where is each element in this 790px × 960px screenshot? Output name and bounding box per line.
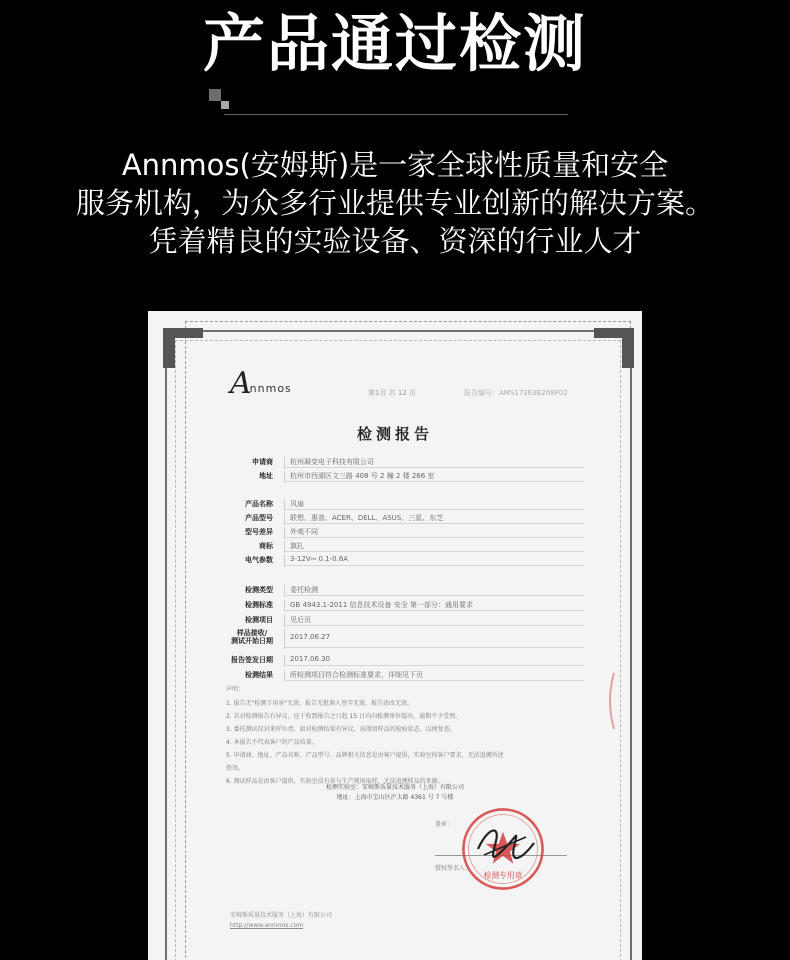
field-row [148,471,642,483]
signature-label: 授权签名人： [435,865,472,872]
field-value: 风扇 [290,500,304,508]
field-row [148,655,642,667]
field-label: 检测项目 [245,616,273,624]
title-decor-square-small [221,101,229,109]
page-info: 第1页 共 12 页 [368,389,417,397]
annmos-logo [230,366,292,401]
note-item: 5. 申请商、地址、产品名称、产品型号、品牌相关信息是由客户提供，实验室按客户要求，无法追溯所述 [226,752,504,759]
field-row [148,513,642,525]
note-item: 2. 若对检测报告有异议，应于收到报告之日起 15 日内向检测单位提出，逾期不予受理。 [226,713,462,720]
lab-line: 地址：上海市宝山区沪太路 4361 号 7 号楼 [336,794,454,801]
note-item: 资讯。 [226,765,245,772]
field-value: 所检测项目符合检测标准要求，详细见下页 [290,671,423,679]
note-item: 6. 测试样品是由客户提供，实验室没有参与生产现场取样，无法追溯样品的来源。 [226,778,444,785]
report-footer [230,911,332,931]
field-value: 联想、惠普、ACER、DELL、ASUS、三星、东芝 [290,514,444,522]
field-row [148,615,642,627]
field-value: 2017.06.30 [290,655,331,663]
seal-text: 检测专用章 [483,871,523,881]
intro-line: 凭着精良的实验设备、资深的行业人才 [148,224,642,258]
note-item: 4. 本报告不代表客户的产品质量。 [226,739,318,746]
field-row [148,541,642,553]
field-value: 委托检测 [290,586,318,594]
title-decor-square [209,89,221,101]
intro-text [0,146,790,260]
field-value: 旗扎 [290,542,304,550]
footer-url[interactable]: http://www.annmos.com [230,922,304,929]
signature-icon [470,819,540,869]
field-label: 产品名称 [245,500,273,508]
lab-line: 检测实验室：安姆斯质量技术服务（上海）有限公司 [325,784,464,791]
field-value: 见后页 [290,616,311,624]
field-label: 商标 [259,542,273,550]
field-value: 2017.06.27 [290,633,331,641]
report-notes [226,697,526,788]
intro-line: Annmos(安姆斯)是一家全球性质量和安全 [121,148,669,182]
intro-line: 服务机构，为众多行业提供专业创新的解决方案。 [75,186,714,220]
note-item: 3. 委托测试仅对来样负责，如对检测结果有异议，该保留样品的检验状态，以便复查。 [226,726,456,733]
field-label: 检测标准 [245,601,273,609]
field-label: 申请商 [252,458,273,466]
page-title: 产品通过检测 [202,7,587,80]
notes-heading: 声明： [226,686,245,693]
field-label: 检测结果 [245,671,273,679]
field-value: 杭州凝变电子科技有限公司 [290,458,374,466]
corner-ornament [163,328,203,338]
field-label: 样品接收/ 测试开始日期 [231,629,273,645]
field-row [148,670,642,682]
logo-text: nnmos [249,382,292,395]
field-label: 产品型号 [245,514,273,522]
seal-label: 盖章： [435,821,454,828]
test-report-certificate [148,311,642,960]
side-stamp-icon [604,671,616,731]
field-label: 电气参数 [245,556,273,564]
field-row [148,527,642,539]
field-row [148,600,642,612]
title-divider [224,114,568,115]
field-value: 杭州市西湖区文三路 408 号 2 幢 2 楼 266 室 [290,472,435,480]
field-label: 地址 [259,472,273,480]
footer-company: 安姆斯质量技术服务（上海）有限公司 [230,912,333,919]
field-row [148,499,642,511]
field-row [148,629,642,649]
field-row [148,457,642,469]
field-label: 报告签发日期 [231,656,273,664]
note-item: 1. 报告无"检测专用章"无效，报告无批准人签字无效，报告涂改无效。 [226,700,414,707]
report-title: 检测报告 [356,425,433,443]
field-value: 3-12V⎓ 0.1-0.6A [290,555,349,563]
field-value: 外观不同 [290,528,318,536]
field-row [148,585,642,597]
field-label: 检测类型 [245,586,273,594]
logo-mark: A [230,366,252,401]
field-row [148,555,642,567]
lab-info [148,783,642,803]
report-number: 报告编号：AMS17363B208F02 [464,389,568,397]
corner-ornament [594,328,634,338]
field-label: 型号差异 [245,528,273,536]
field-value: GB 4943.1-2011 信息技术设备 安全 第一部分：通用要求 [290,601,473,609]
